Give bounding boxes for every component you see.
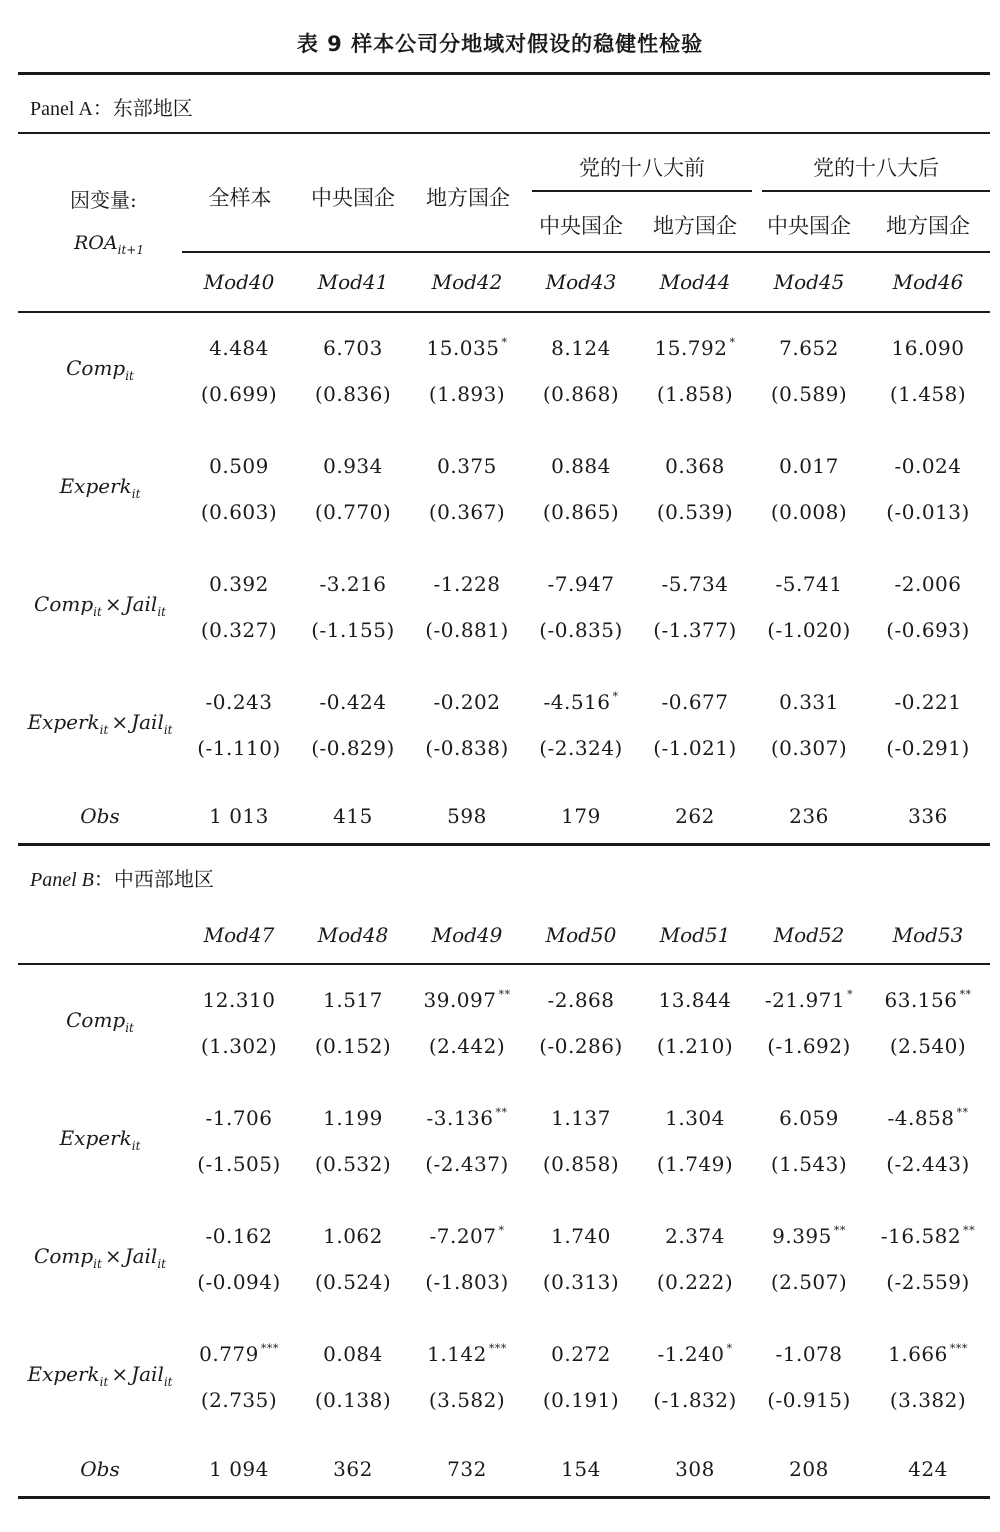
coef-value: 1.740 — [551, 1224, 611, 1248]
coef-cell — [635, 690, 755, 714]
t-stat-cell: (-0.693) — [886, 618, 970, 642]
group-header-after: 党的十八大后 — [813, 156, 939, 180]
coef-cell — [407, 1224, 527, 1248]
dep-var-name — [74, 232, 144, 257]
col-header-after-local: 地方国企 — [886, 214, 970, 238]
obs-cell: 336 — [908, 804, 948, 828]
t-stat-cell: (0.307) — [770, 736, 848, 760]
coef-value: -4.858 — [887, 1106, 955, 1130]
t-stat-cell: (1.302) — [200, 1034, 278, 1058]
coef-cell — [521, 1224, 641, 1248]
t-stat-cell: (-0.291) — [886, 736, 970, 760]
row-label — [20, 1362, 180, 1389]
coef-cell — [868, 1342, 988, 1366]
coef-value: 7.652 — [779, 336, 839, 360]
row-label-sub: it — [99, 723, 109, 737]
row-label-var2: Jail — [131, 710, 164, 734]
obs-label: Obs — [80, 1457, 120, 1481]
model-label: Mod51 — [659, 923, 731, 947]
coef-value: 39.097 — [423, 988, 497, 1012]
coef-value: 0.392 — [209, 572, 269, 596]
coef-value: -2.006 — [894, 572, 962, 596]
t-stat-cell: (0.313) — [542, 1270, 620, 1294]
coef-value: 0.934 — [323, 454, 383, 478]
coef-value: -0.424 — [319, 690, 387, 714]
significance-stars: * — [498, 1224, 505, 1237]
obs-cell: 1 094 — [209, 1457, 269, 1481]
t-stat-cell: (-0.881) — [425, 618, 509, 642]
obs-label: Obs — [80, 804, 120, 828]
coef-value: 16.090 — [891, 336, 965, 360]
t-stat-cell: (3.382) — [889, 1388, 967, 1412]
row-label-var: Comp — [34, 1244, 94, 1268]
coef-value: -0.024 — [894, 454, 962, 478]
obs-cell: 308 — [675, 1457, 715, 1481]
row-label-var2: Jail — [124, 592, 158, 616]
t-stat-cell: (0.327) — [200, 618, 278, 642]
coef-cell — [521, 454, 641, 478]
coef-cell — [179, 572, 299, 596]
coef-cell — [179, 690, 299, 714]
significance-stars: *** — [488, 1342, 507, 1355]
coef-value: -7.207 — [429, 1224, 497, 1248]
t-stat-cell: (0.865) — [542, 500, 620, 524]
significance-stars: * — [847, 988, 854, 1001]
model-label: Mod45 — [773, 270, 845, 294]
panel-b-header-bottom-rule — [18, 963, 990, 965]
coef-cell — [635, 1342, 755, 1366]
coef-cell — [521, 1342, 641, 1366]
coef-value: -3.216 — [319, 572, 387, 596]
coef-cell — [868, 1224, 988, 1248]
significance-stars: ** — [956, 1106, 969, 1119]
significance-stars: * — [612, 690, 619, 703]
t-stat-cell: (0.367) — [428, 500, 506, 524]
dep-var-sub: it+1 — [117, 242, 144, 257]
row-label-var: Experk — [27, 710, 100, 734]
t-stat-cell: (-0.915) — [767, 1388, 851, 1412]
times-sign: × — [104, 592, 122, 616]
t-stat-cell: (-1.803) — [425, 1270, 509, 1294]
coef-value: 1.517 — [323, 988, 383, 1012]
coef-value: 0.368 — [665, 454, 725, 478]
col-header-full-sample: 全样本 — [208, 186, 272, 210]
panel-a-suffix: ：东部地区 — [92, 96, 193, 120]
obs-cell: 208 — [789, 1457, 829, 1481]
coef-cell — [407, 336, 527, 360]
t-stat-cell: (-0.838) — [425, 736, 509, 760]
top-rule — [18, 72, 990, 75]
times-sign: × — [111, 710, 129, 734]
significance-stars: ** — [498, 988, 511, 1001]
coef-cell — [521, 690, 641, 714]
significance-stars: ** — [959, 988, 972, 1001]
t-stat-cell: (1.458) — [889, 382, 967, 406]
t-stat-cell: (0.222) — [656, 1270, 734, 1294]
coef-value: -7.947 — [547, 572, 615, 596]
coef-value: 13.844 — [658, 988, 732, 1012]
coef-cell — [521, 336, 641, 360]
model-header-rule — [182, 251, 990, 253]
t-stat-cell: (1.858) — [656, 382, 734, 406]
row-label-sub: it — [125, 369, 134, 383]
coef-cell — [293, 988, 413, 1012]
coef-cell — [749, 1106, 869, 1130]
coef-value: -2.868 — [547, 988, 615, 1012]
coef-value: 9.395 — [772, 1224, 832, 1248]
coef-value: 4.484 — [209, 336, 269, 360]
coef-cell — [407, 454, 527, 478]
t-stat-cell: (0.539) — [656, 500, 734, 524]
coef-value: 8.124 — [551, 336, 611, 360]
coef-cell — [293, 1224, 413, 1248]
significance-stars: * — [501, 336, 508, 349]
coef-cell — [868, 1106, 988, 1130]
group-header-before: 党的十八大前 — [579, 156, 705, 180]
bottom-rule — [18, 1496, 990, 1499]
obs-cell: 424 — [908, 1457, 948, 1481]
coef-cell — [293, 1342, 413, 1366]
model-label: Mod41 — [317, 270, 389, 294]
coef-cell — [868, 572, 988, 596]
row-label-var: Experk — [59, 1126, 132, 1150]
coef-cell — [179, 1106, 299, 1130]
significance-stars: *** — [260, 1342, 279, 1355]
panel-b-suffix: ：中西部地区 — [93, 867, 214, 891]
model-label: Mod46 — [892, 270, 964, 294]
coef-cell — [868, 336, 988, 360]
t-stat-cell: (2.540) — [889, 1034, 967, 1058]
coef-value: -0.221 — [894, 690, 962, 714]
coef-cell — [293, 572, 413, 596]
coef-value: 15.035 — [426, 336, 500, 360]
coef-cell — [179, 988, 299, 1012]
coef-cell — [179, 454, 299, 478]
coef-value: -1.240 — [657, 1342, 725, 1366]
t-stat-cell: (1.543) — [770, 1152, 848, 1176]
panel-a-rule — [18, 132, 990, 134]
coef-value: -0.677 — [661, 690, 729, 714]
obs-cell: 362 — [333, 1457, 373, 1481]
t-stat-cell: (0.836) — [314, 382, 392, 406]
significance-stars: ** — [833, 1224, 846, 1237]
row-label — [20, 1244, 180, 1271]
coef-cell — [635, 1224, 755, 1248]
coef-value: -5.741 — [775, 572, 843, 596]
row-label — [20, 356, 180, 383]
significance-stars: ** — [963, 1224, 976, 1237]
model-label: Mod44 — [659, 270, 731, 294]
t-stat-cell: (-2.437) — [425, 1152, 509, 1176]
row-label-sub: it — [93, 605, 102, 619]
coef-cell — [407, 572, 527, 596]
significance-stars: * — [729, 336, 736, 349]
t-stat-cell: (1.893) — [428, 382, 506, 406]
coef-cell — [521, 572, 641, 596]
obs-cell: 179 — [561, 804, 601, 828]
t-stat-cell: (0.138) — [314, 1388, 392, 1412]
row-label-sub: it — [99, 1375, 109, 1389]
coef-value: 0.272 — [551, 1342, 611, 1366]
coef-cell — [407, 1342, 527, 1366]
t-stat-cell: (0.191) — [542, 1388, 620, 1412]
t-stat-cell: (0.008) — [770, 500, 848, 524]
row-label-var: Comp — [66, 1008, 126, 1032]
times-sign: × — [104, 1244, 122, 1268]
model-label: Mod50 — [545, 923, 617, 947]
row-label — [20, 1126, 180, 1153]
coef-cell — [749, 1342, 869, 1366]
col-header-central-soe: 中央国企 — [311, 186, 395, 210]
times-sign: × — [111, 1362, 129, 1386]
row-label-sub2: it — [163, 1375, 173, 1389]
coef-cell — [521, 988, 641, 1012]
coef-value: 15.792 — [654, 336, 728, 360]
coef-cell — [868, 690, 988, 714]
t-stat-cell: (0.699) — [200, 382, 278, 406]
coef-value: -1.706 — [205, 1106, 273, 1130]
coef-cell — [635, 988, 755, 1012]
coef-cell — [293, 454, 413, 478]
t-stat-cell: (0.532) — [314, 1152, 392, 1176]
row-label-sub2: it — [157, 1257, 166, 1271]
coef-cell — [868, 454, 988, 478]
coef-value: 1.199 — [323, 1106, 383, 1130]
coef-value: -3.136 — [426, 1106, 494, 1130]
coef-cell — [179, 1224, 299, 1248]
panel-a-header-bottom-rule — [18, 311, 990, 313]
coef-value: 12.310 — [202, 988, 276, 1012]
t-stat-cell: (-1.020) — [767, 618, 851, 642]
coef-cell — [521, 1106, 641, 1130]
t-stat-cell: (0.868) — [542, 382, 620, 406]
t-stat-cell: (-1.110) — [197, 736, 281, 760]
coef-value: -16.582 — [880, 1224, 962, 1248]
model-label: Mod42 — [431, 270, 503, 294]
panel-a-bottom-rule — [18, 843, 990, 846]
coef-value: 0.779 — [199, 1342, 259, 1366]
t-stat-cell: (-0.286) — [539, 1034, 623, 1058]
coef-value: -0.162 — [205, 1224, 273, 1248]
coef-value: -21.971 — [764, 988, 846, 1012]
row-label-sub: it — [125, 1021, 134, 1035]
row-label-var2: Jail — [124, 1244, 158, 1268]
coef-cell — [868, 988, 988, 1012]
obs-cell: 732 — [447, 1457, 487, 1481]
t-stat-cell: (2.735) — [200, 1388, 278, 1412]
coef-cell — [635, 454, 755, 478]
t-stat-cell: (-0.835) — [539, 618, 623, 642]
row-label-sub: it — [131, 1139, 141, 1153]
panel-b-label — [30, 863, 214, 892]
t-stat-cell: (-1.377) — [653, 618, 737, 642]
coef-cell — [749, 336, 869, 360]
t-stat-cell: (-0.013) — [886, 500, 970, 524]
row-label-sub2: it — [163, 723, 173, 737]
row-label-sub2: it — [157, 605, 166, 619]
col-header-before-local: 地方国企 — [653, 214, 737, 238]
t-stat-cell: (-1.832) — [653, 1388, 737, 1412]
coef-cell — [179, 1342, 299, 1366]
coef-value: 1.137 — [551, 1106, 611, 1130]
coef-cell — [749, 454, 869, 478]
t-stat-cell: (-1.505) — [197, 1152, 281, 1176]
t-stat-cell: (1.210) — [656, 1034, 734, 1058]
row-label-var: Comp — [34, 592, 94, 616]
coef-cell — [293, 1106, 413, 1130]
row-label-var: Experk — [59, 474, 132, 498]
t-stat-cell: (0.858) — [542, 1152, 620, 1176]
t-stat-cell: (0.589) — [770, 382, 848, 406]
coef-cell — [635, 1106, 755, 1130]
col-header-local-soe: 地方国企 — [426, 186, 510, 210]
col-header-after-central: 中央国企 — [767, 214, 851, 238]
obs-cell: 415 — [333, 804, 373, 828]
obs-cell: 154 — [561, 1457, 601, 1481]
coef-value: 0.375 — [437, 454, 497, 478]
model-label: Mod53 — [892, 923, 964, 947]
model-label: Mod40 — [203, 270, 275, 294]
t-stat-cell: (-1.692) — [767, 1034, 851, 1058]
t-stat-cell: (0.770) — [314, 500, 392, 524]
row-label — [20, 474, 180, 501]
coef-cell — [635, 336, 755, 360]
coef-value: 0.509 — [209, 454, 269, 478]
t-stat-cell: (0.603) — [200, 500, 278, 524]
t-stat-cell: (-1.021) — [653, 736, 737, 760]
coef-cell — [635, 572, 755, 596]
t-stat-cell: (-2.324) — [539, 736, 623, 760]
coef-value: 6.059 — [779, 1106, 839, 1130]
model-label: Mod52 — [773, 923, 845, 947]
coef-value: 1.062 — [323, 1224, 383, 1248]
dep-var-main: ROA — [74, 232, 118, 254]
table-title: 表 9 样本公司分地域对假设的稳健性检验 — [296, 32, 704, 56]
coef-value: 2.374 — [665, 1224, 725, 1248]
row-label — [20, 710, 180, 737]
panel-a-prefix: Panel A — [30, 98, 93, 120]
t-stat-cell: (-0.094) — [197, 1270, 281, 1294]
t-stat-cell: (-2.559) — [886, 1270, 970, 1294]
group-rule-before — [532, 190, 752, 192]
group-rule-after — [762, 190, 990, 192]
row-label — [20, 1008, 180, 1035]
row-label-var2: Jail — [131, 1362, 164, 1386]
significance-stars: ** — [495, 1106, 508, 1119]
coef-value: -0.243 — [205, 690, 273, 714]
t-stat-cell: (-1.155) — [311, 618, 395, 642]
row-label — [20, 592, 180, 619]
t-stat-cell: (0.524) — [314, 1270, 392, 1294]
panel-b-prefix: Panel B — [30, 869, 94, 891]
coef-cell — [179, 336, 299, 360]
coef-value: 0.084 — [323, 1342, 383, 1366]
significance-stars: * — [726, 1342, 733, 1355]
coef-value: -4.516 — [543, 690, 611, 714]
coef-cell — [749, 988, 869, 1012]
coef-cell — [407, 988, 527, 1012]
t-stat-cell: (3.582) — [428, 1388, 506, 1412]
coef-value: 0.017 — [779, 454, 839, 478]
coef-cell — [407, 690, 527, 714]
coef-value: 63.156 — [884, 988, 958, 1012]
obs-cell: 1 013 — [209, 804, 269, 828]
coef-value: -1.228 — [433, 572, 501, 596]
t-stat-cell: (2.507) — [770, 1270, 848, 1294]
coef-value: -5.734 — [661, 572, 729, 596]
coef-cell — [293, 690, 413, 714]
model-label: Mod47 — [203, 923, 275, 947]
row-label-var: Experk — [27, 1362, 100, 1386]
model-label: Mod48 — [317, 923, 389, 947]
row-label-sub: it — [131, 487, 141, 501]
model-label: Mod49 — [431, 923, 503, 947]
t-stat-cell: (1.749) — [656, 1152, 734, 1176]
coef-cell — [407, 1106, 527, 1130]
coef-value: 6.703 — [323, 336, 383, 360]
coef-cell — [749, 1224, 869, 1248]
t-stat-cell: (0.152) — [314, 1034, 392, 1058]
obs-cell: 598 — [447, 804, 487, 828]
t-stat-cell: (2.442) — [428, 1034, 506, 1058]
significance-stars: *** — [949, 1342, 968, 1355]
coef-cell — [749, 690, 869, 714]
panel-a-label — [30, 92, 193, 121]
obs-cell: 236 — [789, 804, 829, 828]
coef-cell — [293, 336, 413, 360]
obs-cell: 262 — [675, 804, 715, 828]
coef-value: 1.666 — [888, 1342, 948, 1366]
model-label: Mod43 — [545, 270, 617, 294]
t-stat-cell: (-2.443) — [886, 1152, 970, 1176]
coef-value: 1.142 — [427, 1342, 487, 1366]
row-label-sub: it — [93, 1257, 102, 1271]
coef-value: 0.884 — [551, 454, 611, 478]
coef-value: 0.331 — [779, 690, 839, 714]
t-stat-cell: (-0.829) — [311, 736, 395, 760]
dep-var-label: 因变量: — [70, 188, 137, 212]
coef-value: -0.202 — [433, 690, 501, 714]
coef-value: 1.304 — [665, 1106, 725, 1130]
row-label-var: Comp — [66, 356, 126, 380]
coef-value: -1.078 — [775, 1342, 843, 1366]
col-header-before-central: 中央国企 — [539, 214, 623, 238]
coef-cell — [749, 572, 869, 596]
